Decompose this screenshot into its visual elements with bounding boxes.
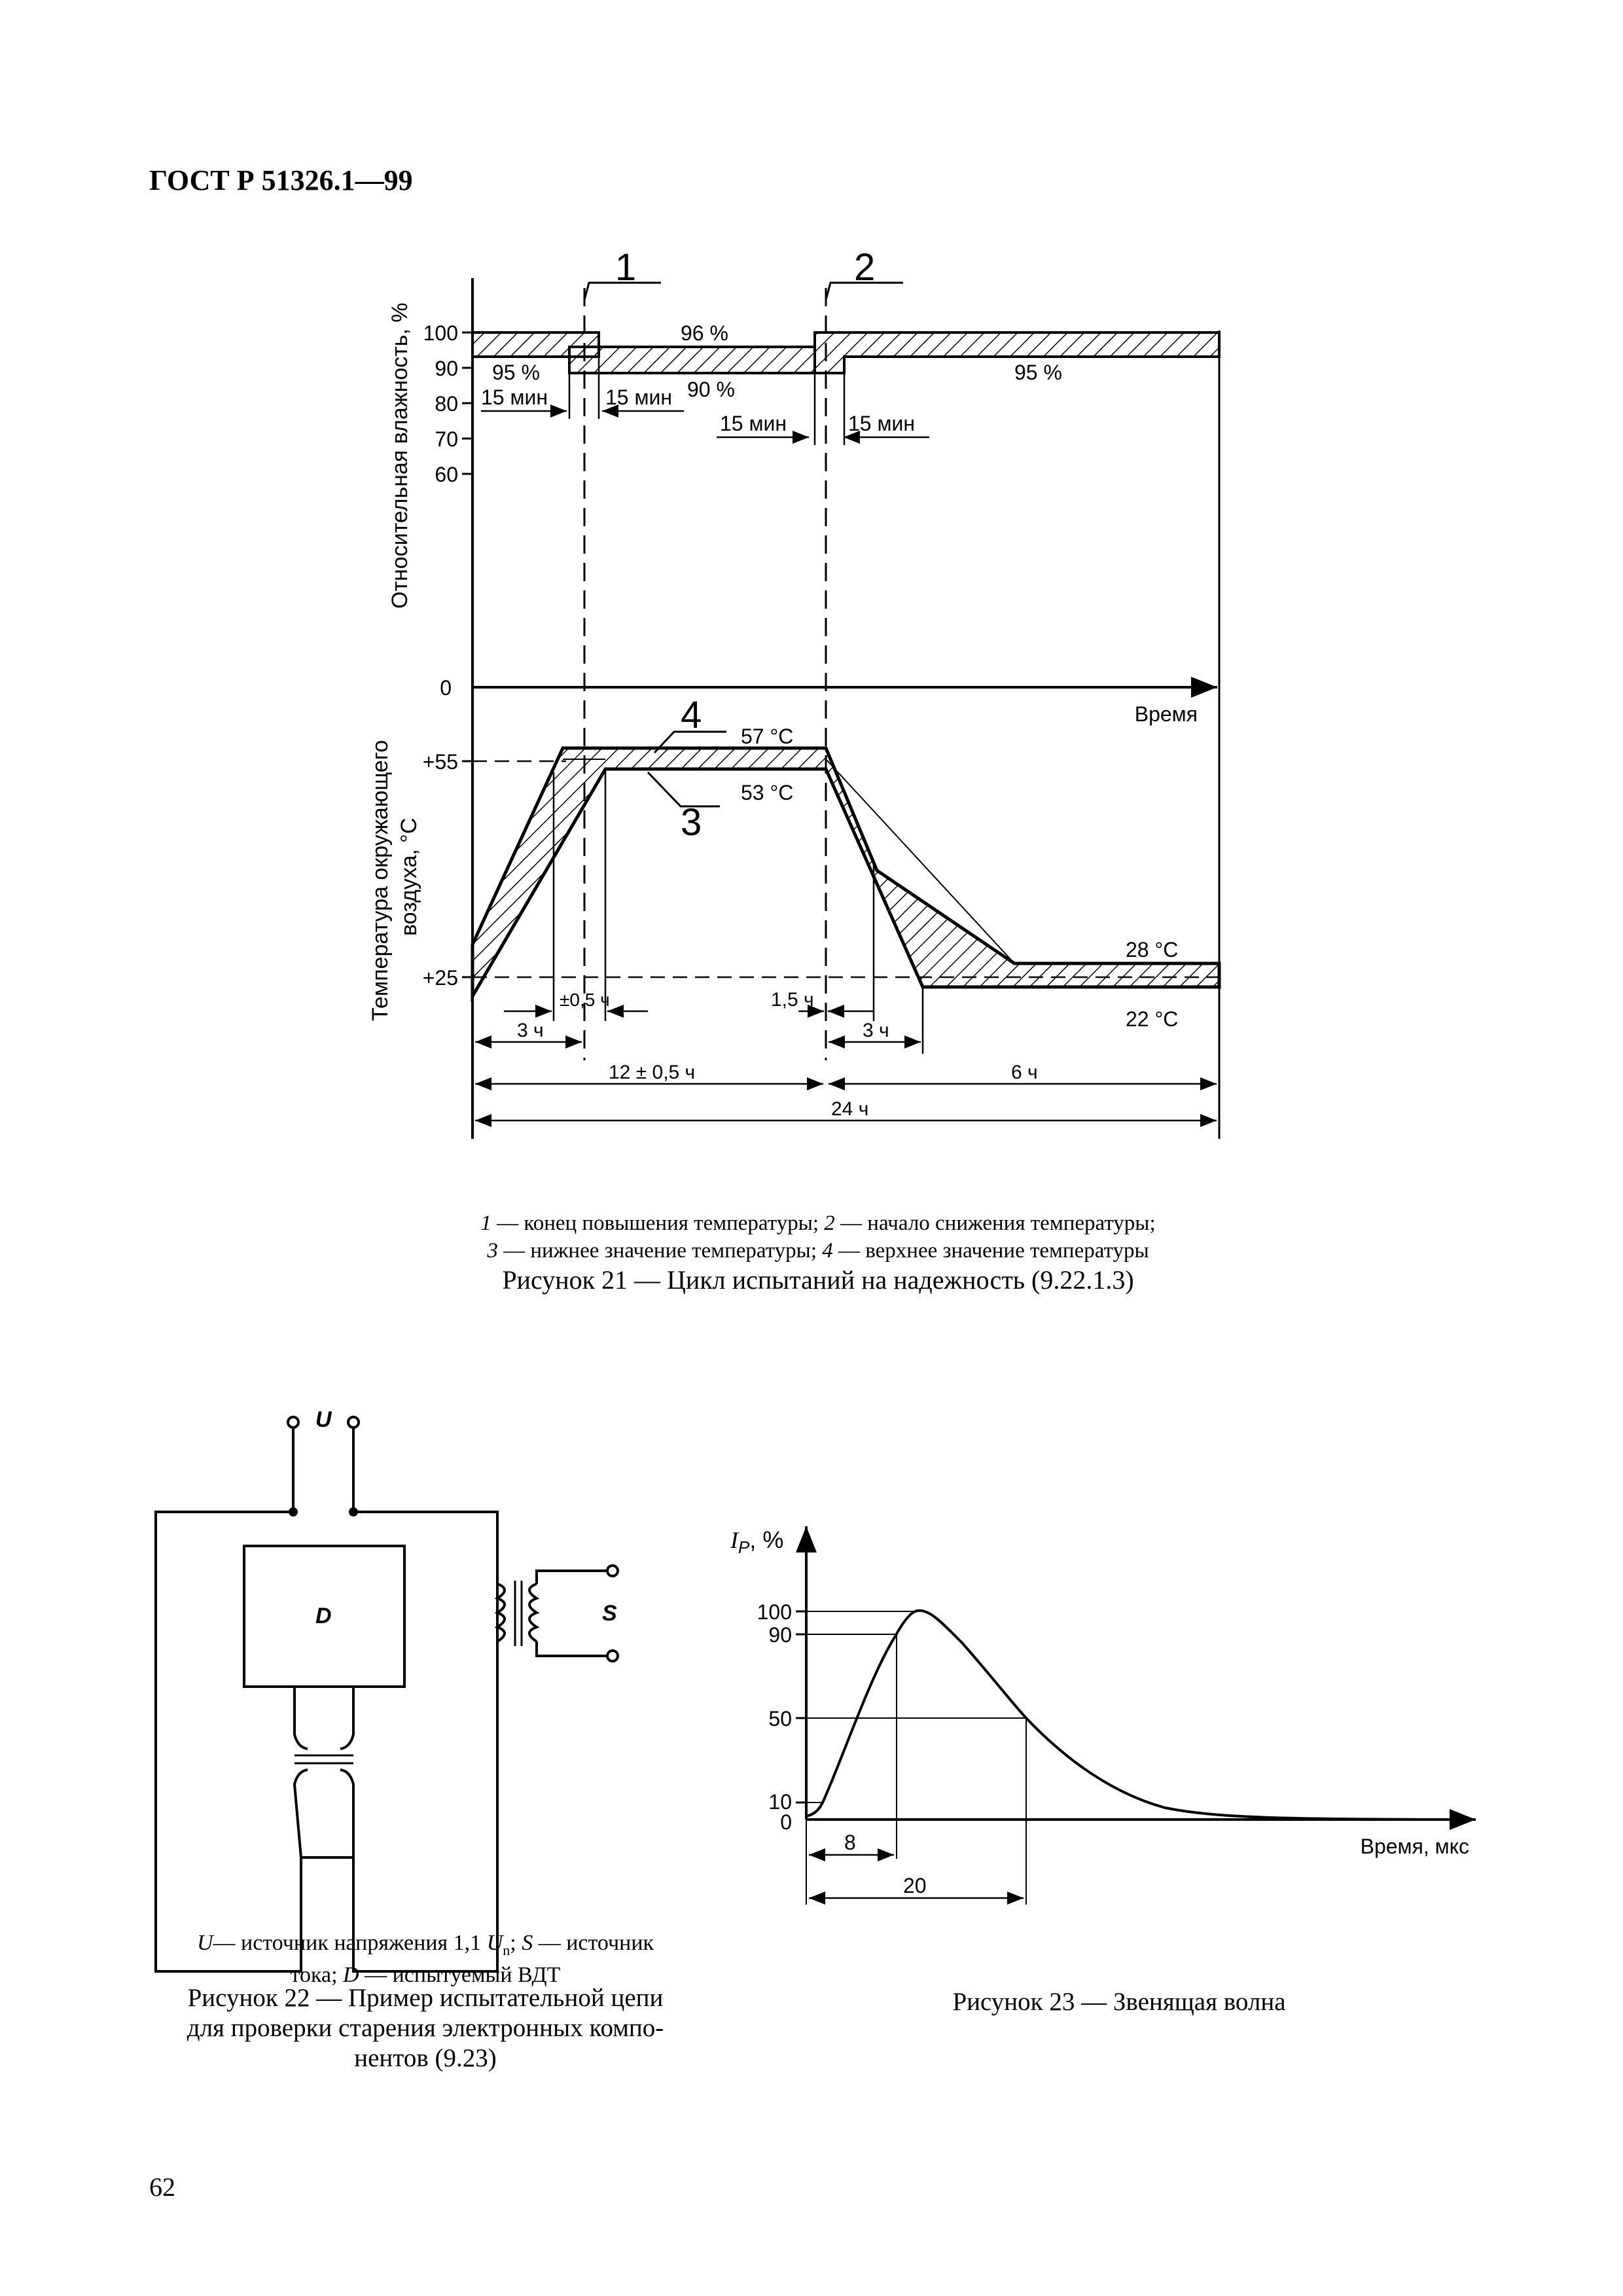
hum-tick-100: 100 <box>423 321 458 345</box>
hum-90: 90 % <box>687 378 735 401</box>
temp-tick-25: +25 <box>422 966 458 990</box>
fig22-legend-line-2: тока; D — испытуемый ВДТ <box>290 1962 561 1987</box>
fig22-legend <box>131 1931 720 1988</box>
temp-tick-55: +55 <box>422 750 458 774</box>
hum-tick-70: 70 <box>435 427 458 451</box>
temp-22: 22 °С <box>1126 1007 1179 1031</box>
legend-text-2: — начало снижения температуры; <box>840 1211 1156 1235</box>
dim-3b: 3 ч <box>863 1020 889 1041</box>
label-d: D <box>315 1604 332 1628</box>
temperature-axis-label-2: воздуха, °С <box>397 817 421 936</box>
legend-text-4: — верхнее значение температуры <box>838 1239 1149 1263</box>
fig23-dim-20: 20 <box>903 1874 927 1897</box>
fig23-texts <box>730 1526 1469 1897</box>
fig23-tick-10: 10 <box>768 1790 792 1814</box>
fig23-dim-8: 8 <box>844 1831 856 1854</box>
legend-num-3: 3 <box>487 1239 498 1263</box>
dim-24: 24 ч <box>831 1098 869 1120</box>
label-s: S <box>602 1601 617 1626</box>
time-15-a: 15 мин <box>481 386 548 409</box>
fig23-tick-100: 100 <box>757 1600 792 1624</box>
hum-95-right: 95 % <box>1014 361 1062 384</box>
legend-text-3: — нижнее значение температуры; <box>503 1239 817 1263</box>
terminal-s-top <box>607 1566 618 1576</box>
lower-coil-left <box>294 1687 308 1749</box>
terminal-u-left <box>288 1417 298 1427</box>
time-15-b: 15 мин <box>605 386 673 409</box>
hum-tick-90: 90 <box>435 357 458 380</box>
fig21-legend-line-2 <box>327 1237 1309 1265</box>
dim-12: 12 ± 0,5 ч <box>609 1062 696 1083</box>
legend-text-1: — конец повышения температуры; <box>497 1211 819 1235</box>
legend-num-2: 2 <box>824 1211 835 1235</box>
page-number: 62 <box>149 2172 175 2202</box>
legend-num-4: 4 <box>822 1239 833 1263</box>
legend-num-1: 1 <box>480 1211 491 1235</box>
dim-6: 6 ч <box>1011 1062 1038 1083</box>
time-15-d: 15 мин <box>848 412 916 435</box>
fig23-x-label: Время, мкс <box>1360 1835 1469 1858</box>
fig23-caption: Рисунок 23 — Звенящая волна <box>952 1988 1286 2016</box>
temperature-axis-label-1: Температура окружающего <box>368 740 393 1021</box>
humidity-axis-label: Относительная влажность, % <box>387 302 412 609</box>
hum-tick-80: 80 <box>435 392 458 416</box>
terminal-u-right <box>348 1417 359 1427</box>
fig21-legend <box>327 1210 1309 1265</box>
label-u: U <box>315 1407 332 1432</box>
time-15-c: 15 мин <box>720 412 787 435</box>
dim-pm05: ±0,5 ч <box>560 990 610 1010</box>
fig23-tick-90: 90 <box>768 1623 792 1647</box>
fig22-caption: Рисунок 22 — Пример испытательной цепи для проверки старения электронных компо- нентов (9.23) <box>187 1984 664 2072</box>
callout-4: 4 <box>681 694 702 736</box>
hum-95-left: 95 % <box>492 361 540 384</box>
fig23-y-label: $I_P$, % <box>730 1526 784 1557</box>
fig23-ticks <box>796 1611 806 1803</box>
temp-53: 53 °С <box>741 781 794 804</box>
fig21-caption: Рисунок 21 — Цикл испытаний на надежность (9.22.1.3) <box>502 1265 1134 1295</box>
hum-96: 96 % <box>681 321 728 345</box>
zero-label: 0 <box>440 676 452 700</box>
dim-1-5: 1,5 ч <box>771 989 814 1011</box>
temp-28: 28 °С <box>1126 938 1179 961</box>
fig23-tick-50: 50 <box>768 1707 792 1731</box>
fig23-tick-0: 0 <box>780 1810 792 1834</box>
humidity-ticks <box>462 332 473 474</box>
document-header: ГОСТ Р 51326.1—99 <box>149 164 413 196</box>
lower-coil-right <box>340 1687 353 1749</box>
callout-1: 1 <box>615 246 637 289</box>
fig22-legend-line-1: U— источник напряжения 1,1 $U_n$; S — источник <box>196 1931 654 1958</box>
fig23-guide-lines <box>806 1611 1026 1905</box>
humidity-band-middle <box>569 347 815 373</box>
temp-57: 57 °С <box>741 725 794 748</box>
hum-tick-60: 60 <box>435 463 458 486</box>
callout-3: 3 <box>681 801 702 844</box>
callout-2: 2 <box>854 246 876 289</box>
ringing-wave-curve <box>806 1611 1440 1820</box>
fig21-legend-line-1 <box>327 1210 1309 1237</box>
time-label: Время <box>1134 702 1198 726</box>
dim-3a: 3 ч <box>517 1020 544 1041</box>
current-coil-secondary <box>529 1584 537 1641</box>
fig21-texts <box>368 246 1198 1120</box>
figure-22 <box>156 1417 618 1971</box>
terminal-s-bottom <box>607 1651 618 1661</box>
